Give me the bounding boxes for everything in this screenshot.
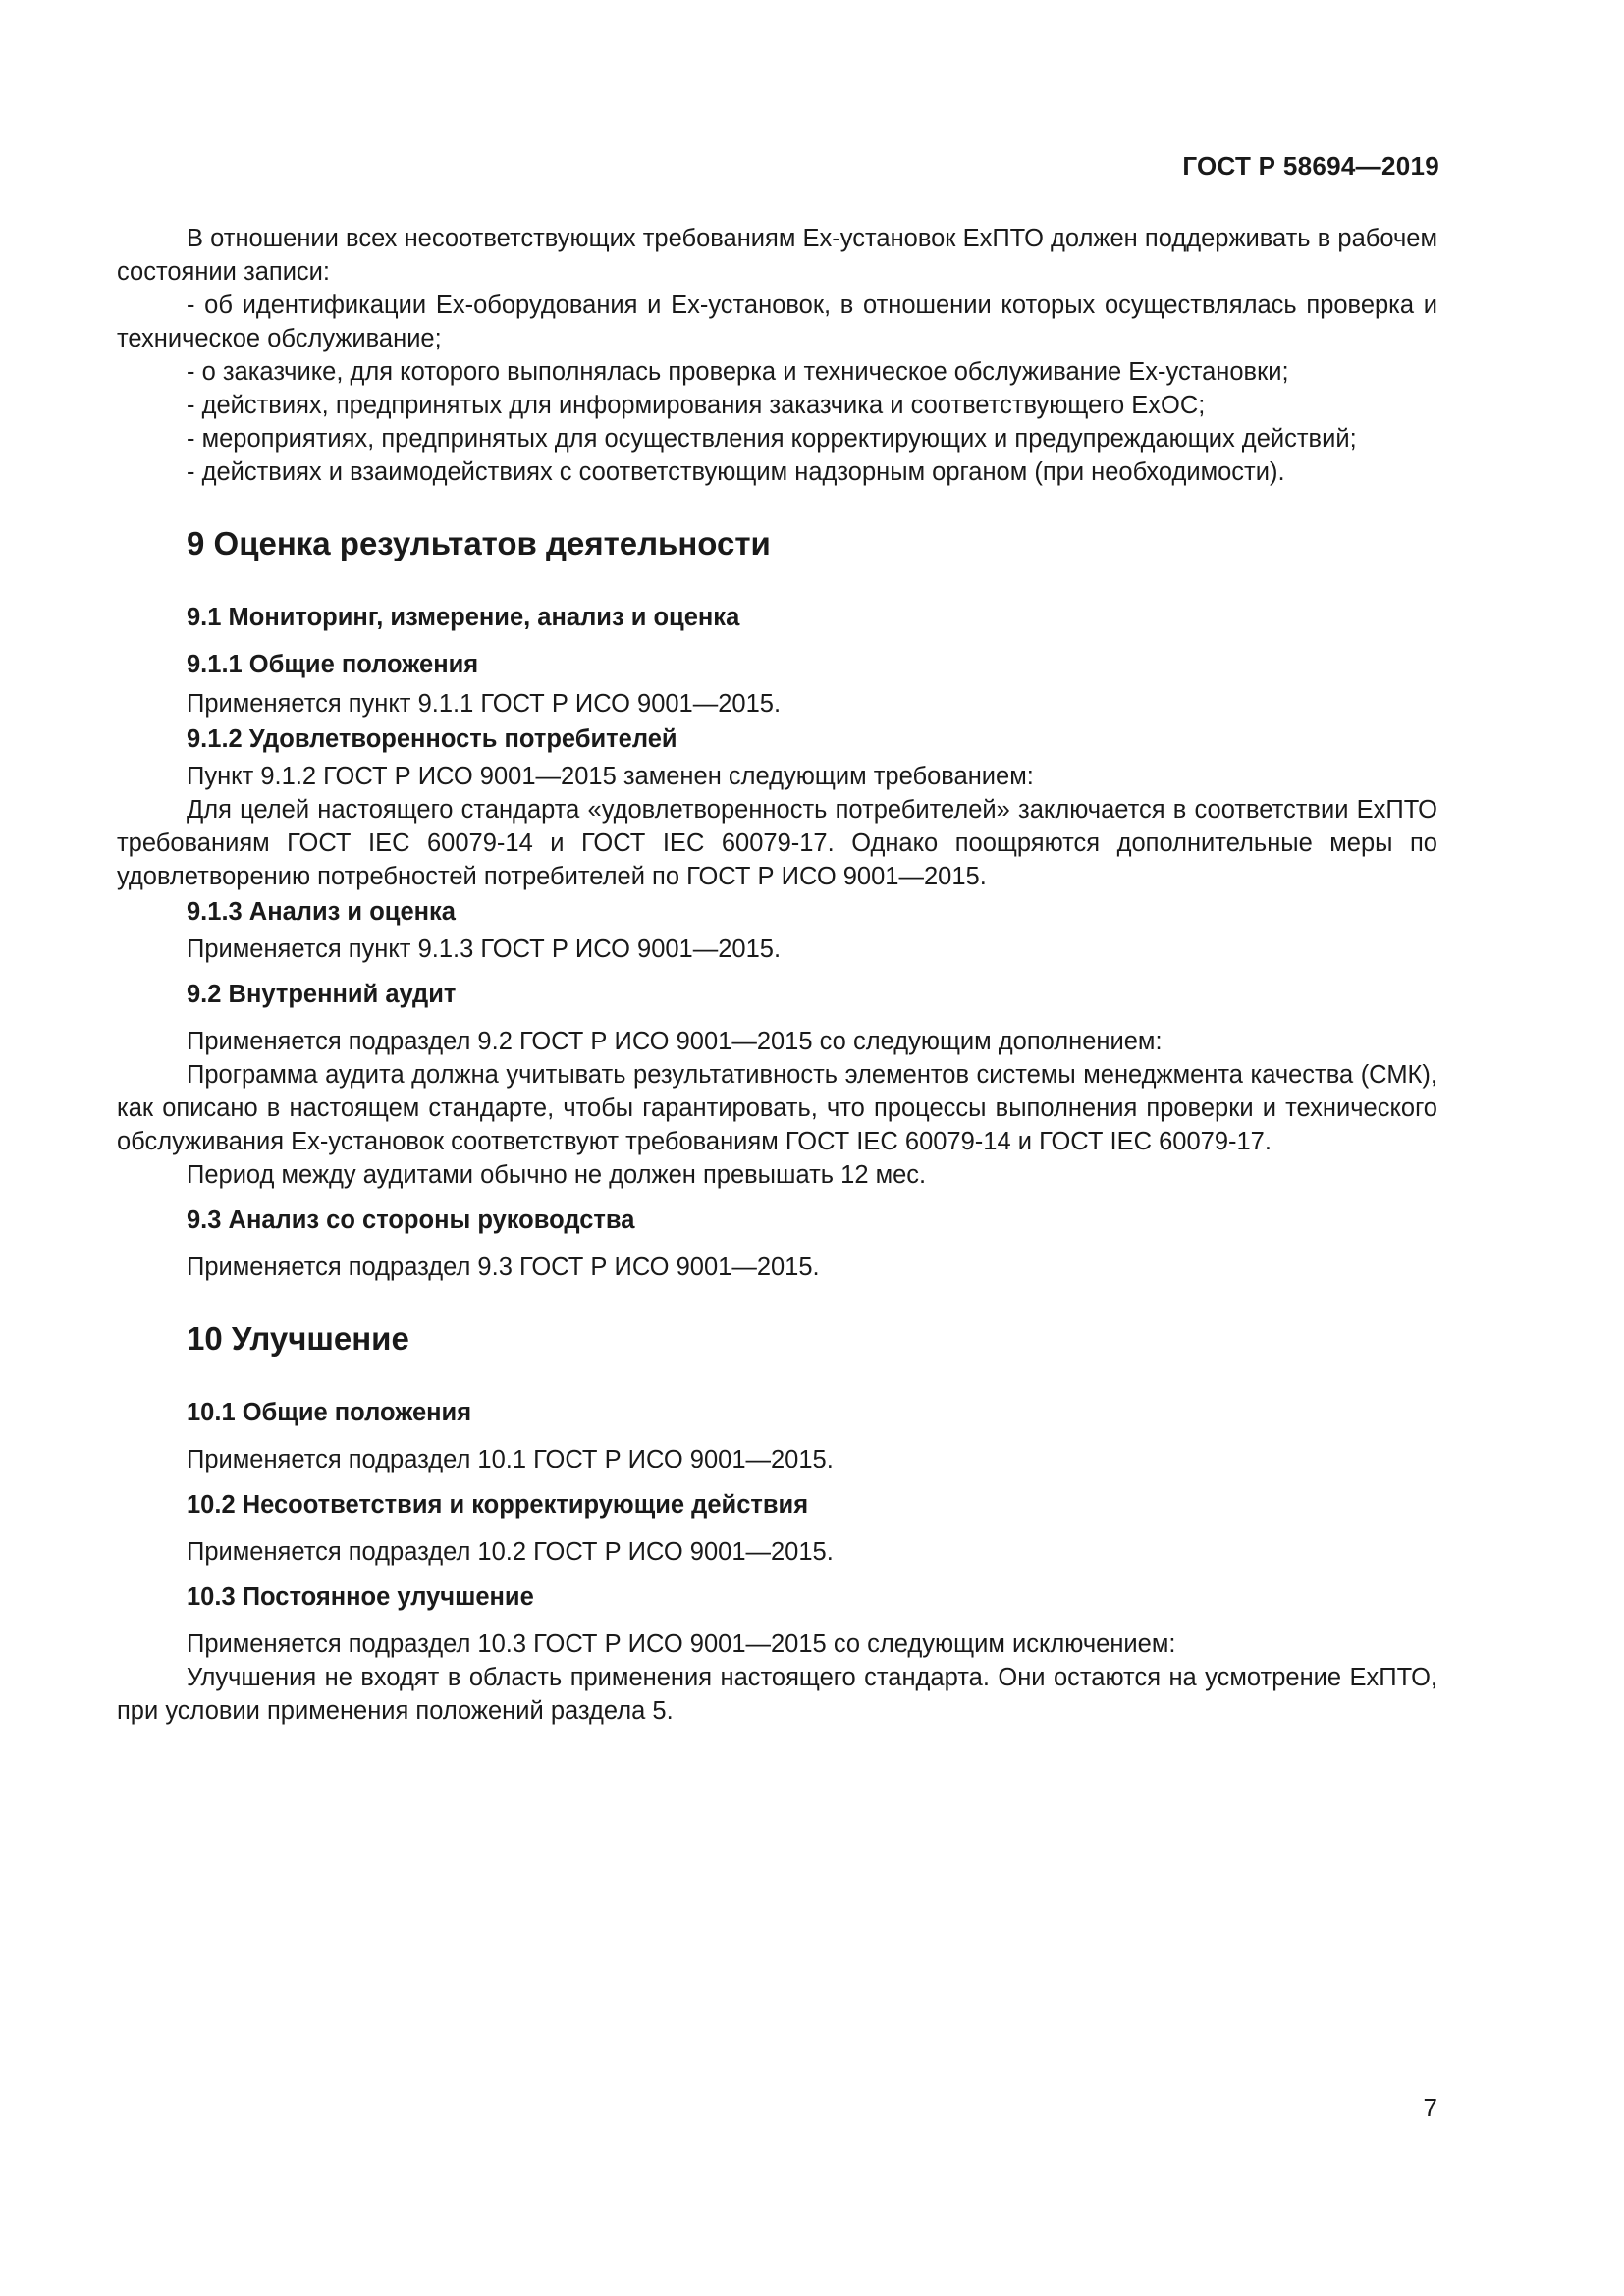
subsection-10-2-heading: 10.2 Несоответствия и корректирующие действия (187, 1491, 809, 1519)
intro-list-item: - действиях и взаимодействиях с соответствующим надзорным органом (при необходимости). (187, 458, 1285, 486)
subsection-9-3-heading: 9.3 Анализ со стороны руководства (187, 1206, 635, 1234)
intro-list-item: - мероприятиях, предпринятых для осуществления корректирующих и предупреждающих действий; (187, 425, 1357, 453)
intro-list-item: - об идентификации Ex-оборудования и Ex-установок, в отношении которых осуществлялась проверка и техническое обслуживание; (117, 292, 1437, 352)
subsection-10-1-heading: 10.1 Общие положения (187, 1399, 472, 1426)
subsection-10-2-text: Применяется подраздел 10.2 ГОСТ Р ИСО 9001—2015. (187, 1538, 834, 1566)
clause-9-1-1-heading: 9.1.1 Общие положения (187, 651, 479, 678)
clause-9-1-3-text: Применяется пункт 9.1.3 ГОСТ Р ИСО 9001—2015. (187, 935, 782, 963)
subsection-10-3-text: Применяется подраздел 10.3 ГОСТ Р ИСО 9001—2015 со следующим исключением: (187, 1630, 1176, 1658)
clause-9-1-2-text: Пункт 9.1.2 ГОСТ Р ИСО 9001—2015 заменен следующим требованием: (187, 763, 1034, 790)
clause-9-1-1-text: Применяется пункт 9.1.1 ГОСТ Р ИСО 9001—2015. (187, 690, 782, 718)
document-code-header: ГОСТ Р 58694—2019 (1182, 151, 1439, 181)
subsection-9-2-heading: 9.2 Внутренний аудит (187, 981, 457, 1008)
page-number: 7 (1423, 2093, 1437, 2122)
subsection-10-3-text: Улучшения не входят в область применения настоящего стандарта. Они остаются на усмотрение ЕхПТО, при условии применения положений раздела 5. (117, 1664, 1437, 1725)
subsection-9-2-text: Применяется подраздел 9.2 ГОСТ Р ИСО 9001—2015 со следующим дополнением: (187, 1028, 1163, 1055)
subsection-9-3-text: Применяется подраздел 9.3 ГОСТ Р ИСО 9001—2015. (187, 1254, 820, 1281)
section-10-heading: 10 Улучшение (187, 1320, 409, 1357)
subsection-10-1-text: Применяется подраздел 10.1 ГОСТ Р ИСО 9001—2015. (187, 1446, 834, 1473)
subsection-9-1-heading: 9.1 Мониторинг, измерение, анализ и оценка (187, 604, 740, 631)
section-9-heading: 9 Оценка результатов деятельности (187, 525, 771, 561)
subsection-9-2-text: Программа аудита должна учитывать результативность элементов системы менеджмента качества (СМК), как описано в настоящем стандарте, чтобы гарантировать, что процессы выполнения проверки и технического обслуживания Ex-установок соответствуют требованиям ГОСТ IEC 60079-14 и ГОСТ IEC 60079-17. (117, 1061, 1437, 1155)
subsection-9-2-text: Период между аудитами обычно не должен превышать 12 мес. (187, 1161, 927, 1189)
intro-paragraph: В отношении всех несоответствующих требованиям Ex-установок ЕхПТО должен поддерживать в рабочем состоянии записи: (117, 225, 1437, 286)
clause-9-1-2-heading: 9.1.2 Удовлетворенность потребителей (187, 725, 677, 753)
intro-list-item: - действиях, предпринятых для информирования заказчика и соответствующего ExОС; (187, 392, 1206, 419)
clause-9-1-2-text: Для целей настоящего стандарта «удовлетворенность потребителей» заключается в соответствии ЕхПТО требованиям ГОСТ IEC 60079-14 и ГОСТ IEC 60079-17. Однако поощряются дополнительные меры по удовлетворению потребностей потребителей по ГОСТ Р ИСО 9001—2015. (117, 796, 1437, 890)
subsection-10-3-heading: 10.3 Постоянное улучшение (187, 1583, 534, 1611)
intro-list-item: - о заказчике, для которого выполнялась проверка и техническое обслуживание Ex-установки; (187, 358, 1289, 386)
page-content (117, 222, 1437, 1728)
clause-9-1-3-heading: 9.1.3 Анализ и оценка (187, 898, 456, 926)
